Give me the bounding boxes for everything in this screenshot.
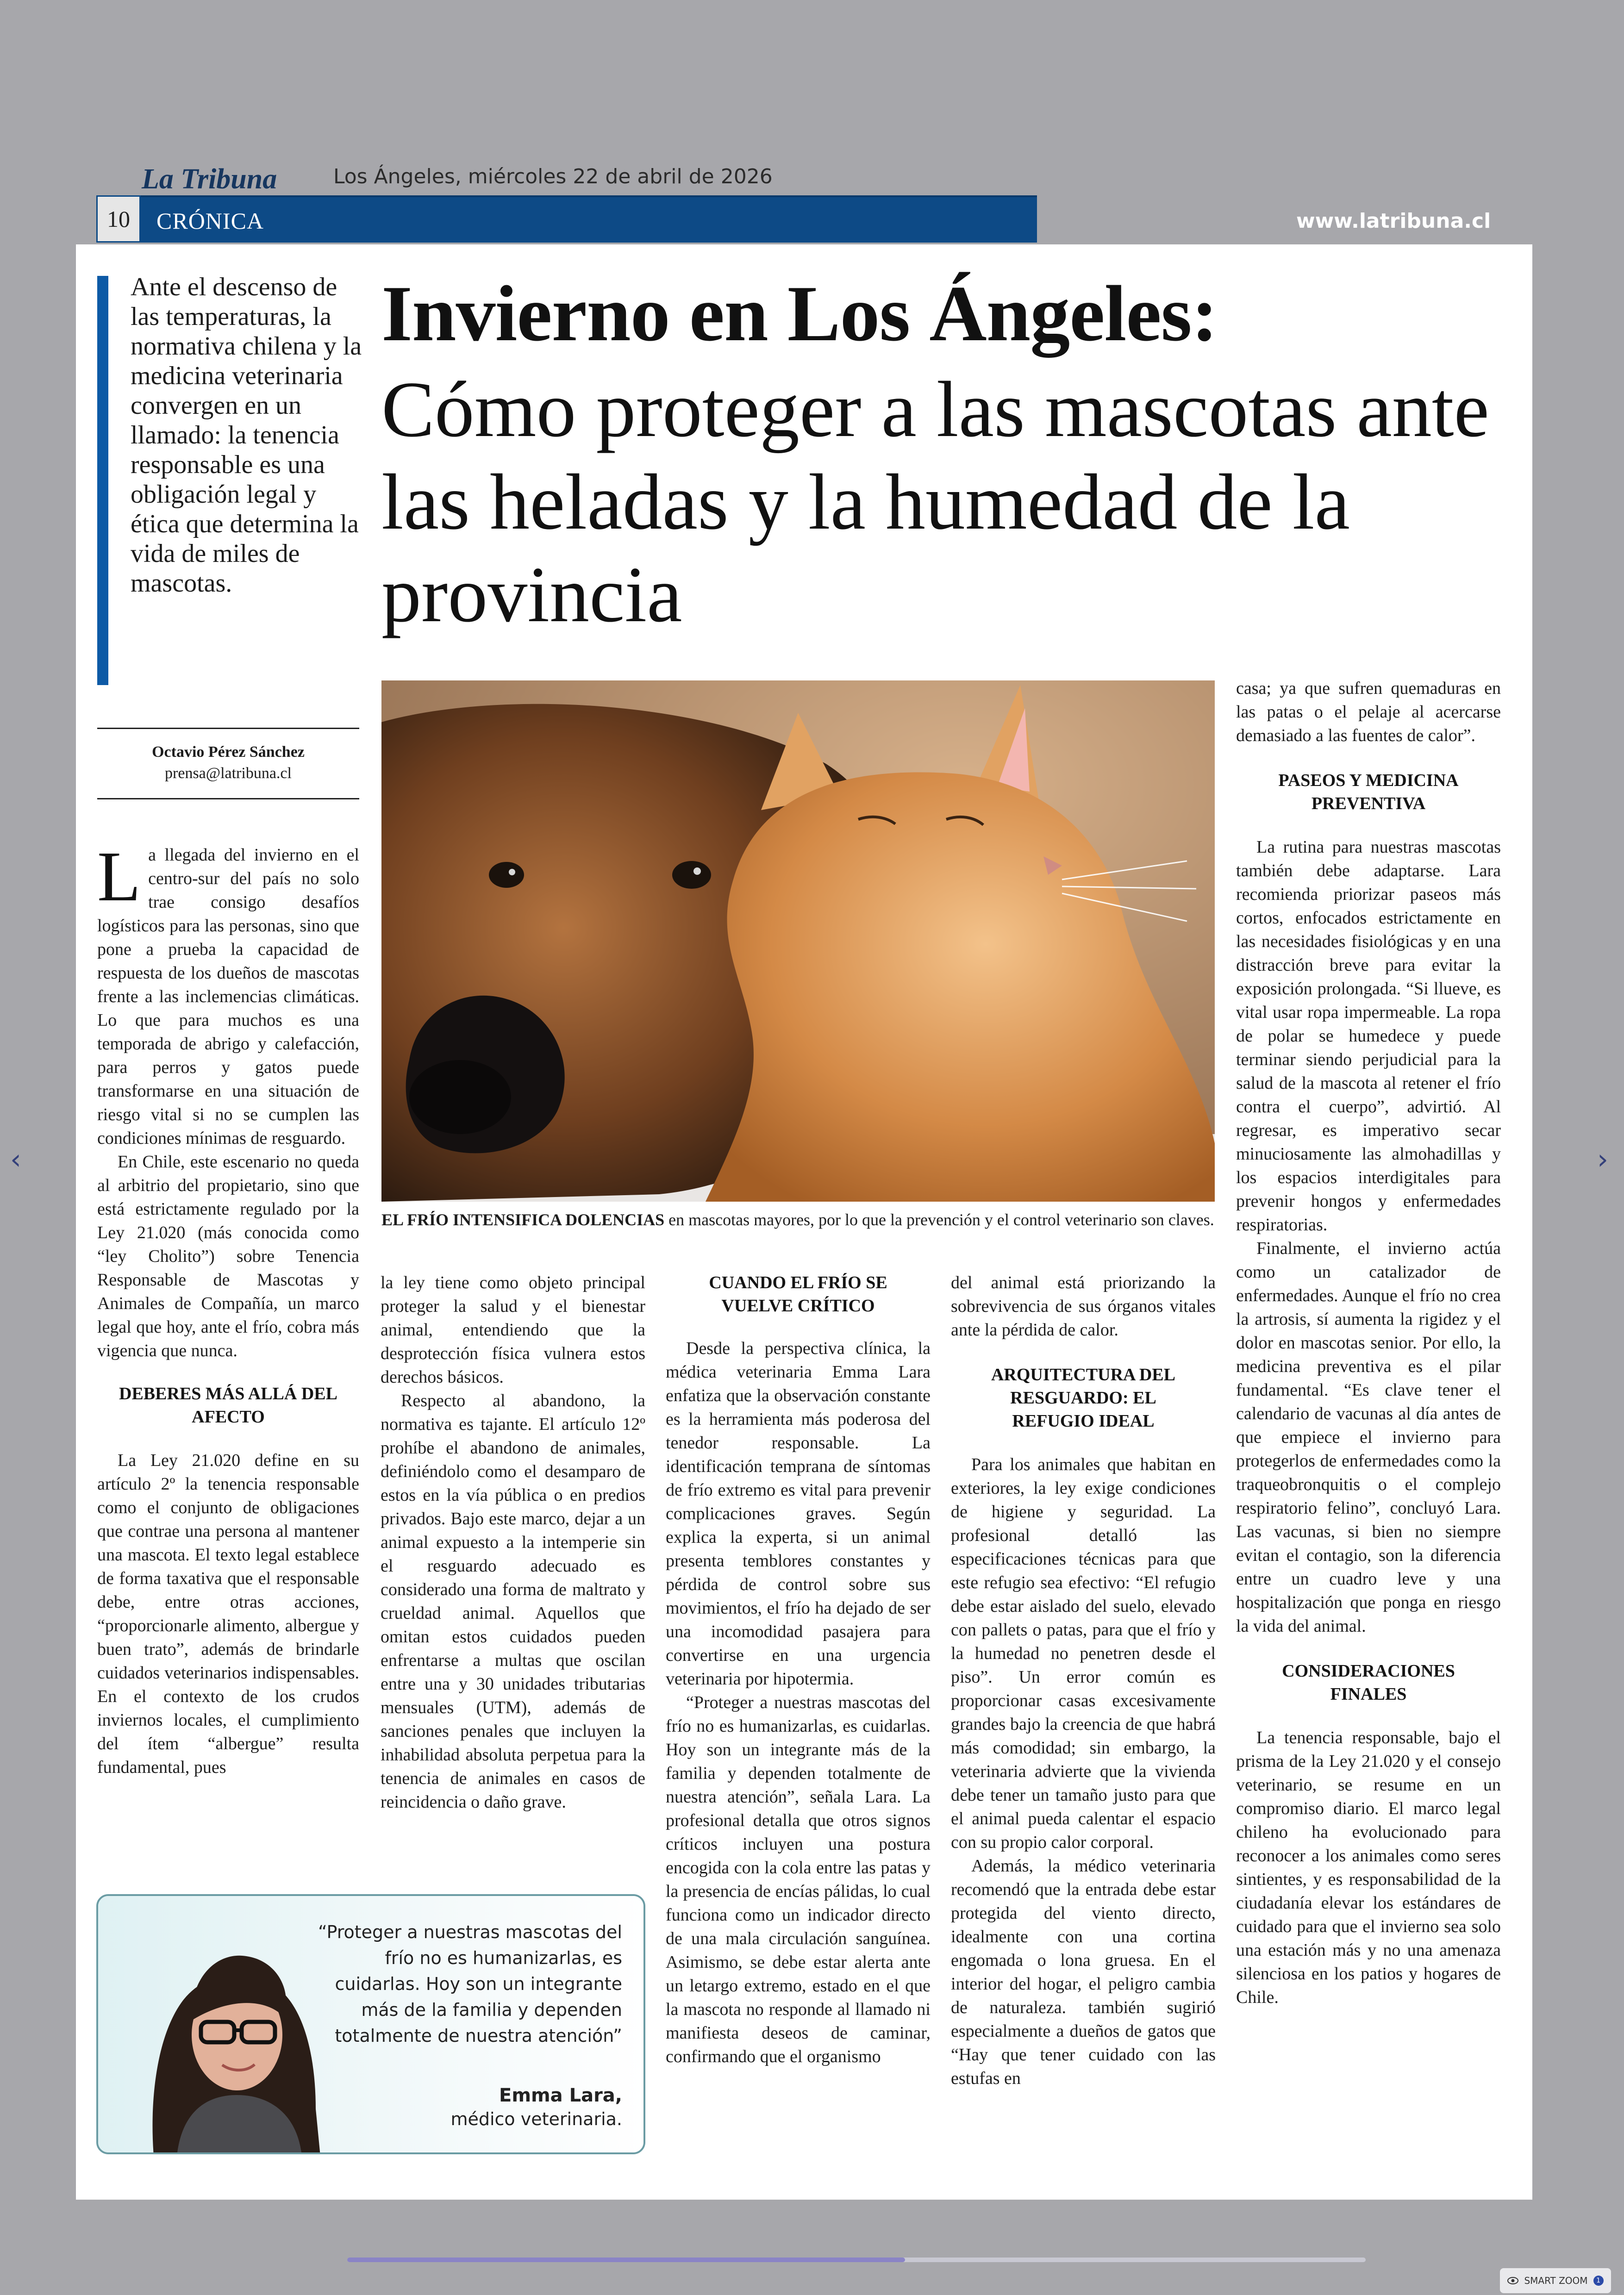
paragraph: casa; ya que sufren quemaduras en las patas o el pelaje al acercarse demasiado a las fuentes de calor”. [1236,679,1501,745]
subheading-refugio: ARQUITECTURA DEL RESGUARDO: EL REFUGIO IDEAL [991,1365,1176,1431]
subheading-paseos: PASEOS Y MEDICINA PREVENTIVA [1278,771,1459,813]
smart-zoom-label: SMART ZOOM [1524,2275,1588,2286]
smart-zoom-button[interactable] [1500,2268,1611,2293]
paragraph: Desde la perspectiva clínica, la médica veterinaria Emma Lara enfatiza que la observación constante es la herramienta más poderosa del tenedor responsable. La identificación temprana de síntomas de frío extremo es vital para prevenir complicaciones graves. Según explica la experta, si un animal presenta temblores constantes y pérdida de control sobre sus movimientos, el frío ha dejado de ser una incomodidad pasajera para convertirse en una urgencia veterinaria por hipotermia. [666,1339,931,1689]
lead-paragraph: Ante el descenso de las temperaturas, la normativa chilena y la medicina veterinaria convergen en un llamado: la tenencia responsable es una obligación legal y ética que determina la vida de miles de mascotas. [131,273,362,598]
article-column-1 [97,837,359,1779]
article-column-3 [666,1271,931,2069]
article-column-4 [951,1271,1216,2090]
paragraph: La Ley 21.020 define en su artículo 2º la tenencia responsable como el conjunto de obligaciones que contrae una persona al mantener una mascota. El texto legal establece de forma taxativa que el responsable debe, entre otras acciones, “proporcionarle alimento, albergue y buen trato”, además de brindarle cuidados veterinarios indispensables. En el contexto de los crudos inviernos locales, el cumplimiento del ítem “albergue” resulta fundamental, pues [97,1451,359,1777]
lead-accent-bar [97,276,108,685]
subheading-deberes: DEBERES MÁS ALLÁ DEL AFECTO [119,1384,337,1427]
paragraph: “Proteger a nuestras mascotas del frío no es humanizarlas, es cuidarlas. Hoy son un integrante más de la familia y dependen totalmente de nuestra atención”, señala Lara. La profesional detalla que otros signos críticos incluyen una postura encogida con la cola entre las patas y la presencia de encías pálidas, lo cual funciona como un indicador directo de una mala circulación sanguínea. Asimismo, se debe estar alerta ante un letargo extremo, estado en el que la mascota no responde al llamado ni manifiesta deseos de caminar, confirmando que el organismo [666,1693,931,2066]
paragraph: Finalmente, el invierno actúa como un catalizador de enfermedades. Aunque el frío no crea la artrosis, sí aumenta la rigidez y el dolor en mascotas senior. Por ello, la medicina preventiva es el pilar fundamental. “Es clave tener el calendario de vacunas al día antes de que empiece el invierno para protegerlos de enfermedades como la traqueobronquitis o el complejo respiratorio felino”, concluyó Lara. Las vacunas, si bien no siempre evitan el contagio, son la diferencia entre un cuadro leve y una hospitalización que ponga en riesgo la vida del animal. [1236,1239,1501,1636]
paragraph: la ley tiene como objeto principal proteger la salud y el bienestar animal, entendiendo que la desprotección física vulnera estos derechos básicos. [381,1273,645,1387]
byline-rule-top [97,728,359,729]
paragraph: En Chile, este escenario no queda al arbitrio del propietario, sino que está estrictamente regulado por la Ley 21.020 (más conocida como “ley Cholito”) sobre Tenencia Responsable de Mascotas y Animales de Compañía, un marco legal que hoy, ante el frío, cobra más vigencia que nunca. [97,1152,359,1360]
caption-lead: EL FRÍO INTENSIFICA DOLENCIAS [381,1210,665,1229]
dog-and-cat-illustration [381,680,1215,1202]
section-name: CRÓNICA [156,208,264,234]
photo-caption [381,1208,1215,1231]
byline-email[interactable]: prensa@latribuna.cl [165,765,292,782]
prev-page-arrow-icon[interactable]: ‹ [10,1143,21,1176]
paragraph: La rutina para nuestras mascotas también debe adaptarse. Lara recomienda priorizar paseos más cortos, enfocados estrictamente en las necesidades fisiológicas y en una distracción breve para evitar la exposición prolongada. “Si llueve, es vital usar ropa impermeable. La ropa de polar se humedece y puede terminar siendo perjudicial para la salud de la mascota al retener el frío contra el cuerpo”, advirtió. Al regresar, es imperativo secar minuciosamente las almohadillas y los espacios interdigitales para prevenir hongos y enfermedades respiratorias. [1236,837,1501,1235]
subheading-frio-critico: CUANDO EL FRÍO SE VUELVE CRÍTICO [709,1273,887,1316]
paragraph: del animal está priorizando la sobrevivencia de sus órganos vitales ante la pérdida de calor. [951,1273,1216,1340]
paragraph: La llegada del invierno en el centro-sur del país no solo trae consigo desafíos logísticos para las personas, sino que pone a prueba la capacidad de respuesta de los dueños de mascotas frente a las inclemencias climáticas. Lo que para muchos es una temporada de abrigo y calefacción, para perros y gatos puede transformarse en una situación de riesgo vital si no se cumplen las condiciones mínimas de resguardo. [97,837,359,1148]
article-photo [381,680,1215,1202]
paragraph: Respecto al abandono, la normativa es tajante. El artículo 12º prohíbe el abandono de animales, definiéndolo como el desamparo de estos en la vía pública o en predios privados. Bajo este marco, dejar a un animal expuesto a la intemperie sin el resguardo adecuado es considerado una forma de maltrato y crueldad animal. Aquellos que omitan estos cuidados pueden enfrentarse a multas que oscilan entre una y 30 unidades tributarias mensuales (UTM), además de sanciones penales que incluyen la inhabilidad absoluta perpetua para la tenencia de animales en casos de reincidencia o daño grave. [381,1391,645,1812]
headline-main: Invierno en Los Ángeles: [381,270,1218,358]
paragraph: La tenencia responsable, bajo el prisma de la Ley 21.020 y el consejo veterinario, se resume en un compromiso diario. El marco legal chileno ha evolucionado para reconocer a los animales como seres sintientes, y es responsabilidad de la ciudadanía elevar los estándares de cuidado para que el invierno sea solo una estación más y no una amenaza silenciosa en los patios y hogares de Chile. [1236,1728,1501,2007]
byline-rule-bottom [97,798,359,799]
next-page-arrow-icon[interactable]: › [1597,1143,1608,1176]
byline-author: Octavio Pérez Sánchez [152,743,305,761]
pull-quote-text: “Proteger a nuestras mascotas del frío no es humanizarlas, es cuidarlas. Hoy son un integrante más de la familia y dependen totalmente de nuestra atención” [318,1922,622,2046]
article-column-2 [381,1271,645,1814]
pull-quote-role: médico veterinaria. [450,2109,622,2129]
newspaper-logo: La Tribuna [142,163,277,195]
paragraph: Además, la médico veterinaria recomendó que la entrada debe estar protegida del viento directo, idealmente con una cortina engomada o lona gruesa. En el interior del hogar, el peligro cambia de naturaleza. también sugirió especialmente a dueños de gatos que “Hay que tener cuidado con las estufas en [951,1856,1216,2088]
subheading-finales: CONSIDERACIONES FINALES [1282,1661,1455,1704]
page-number: 10 [96,195,141,243]
zoom-badge: 1 [1593,2276,1604,2286]
pull-quote-name: Emma Lara, [499,2085,622,2106]
eye-icon [1507,2277,1518,2284]
paragraph: Para los animales que habitan en exteriores, la ley exige condiciones de higiene y seguridad. La profesional detalló las especificaciones técnicas para que este refugio sea efectivo: “El refugio debe estar aislado del suelo, elevado con pallets o patas, para que el frío y la humedad no penetren desde el piso”. Un error común es proporcionar casas excesivamente grandes bajo la creencia de que habrá más comodidad; sin embargo, la veterinaria advierte que la vivienda debe tener un tamaño justo para que el animal pueda calentar el espacio con su propio calor corporal. [951,1455,1216,1852]
caption-text: en mascotas mayores, por lo que la prevención y el control veterinario son claves. [664,1210,1214,1229]
headline-sub: Cómo proteger a las mascotas ante las heladas y la humedad de la provincia [381,366,1489,639]
website-link[interactable]: www.latribuna.cl [1296,209,1491,233]
page-scroll-thumb[interactable] [347,2258,905,2262]
drop-cap: L [97,837,141,916]
dateline: Los Ángeles, miércoles 22 de abril de 2026 [333,165,773,188]
article-column-5 [1236,677,1501,2009]
